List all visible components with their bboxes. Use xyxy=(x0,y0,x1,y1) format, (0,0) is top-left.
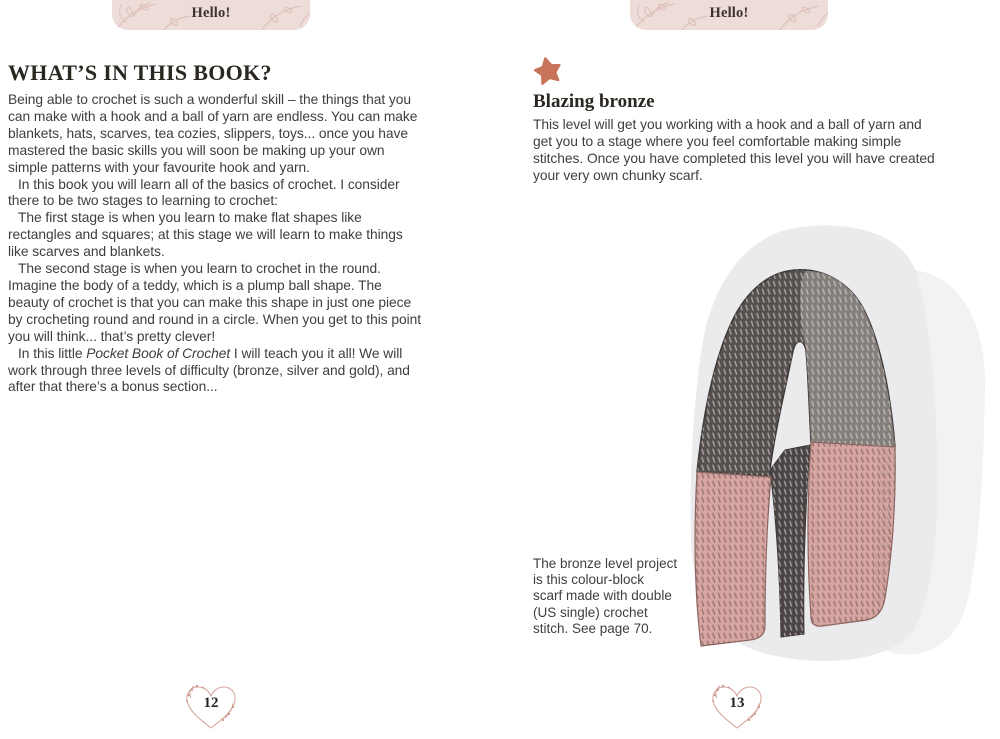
body-paragraph: In this book you will learn all of the basics of crochet. I consider there to be two stages to learning to crochet: xyxy=(8,176,400,209)
closing-paragraph xyxy=(8,346,424,397)
caption-line: (US single) crochet xyxy=(533,604,648,620)
page-number-label: 13 xyxy=(729,695,745,711)
caption-line: scarf made with double xyxy=(533,588,672,604)
right-page-text-column xyxy=(533,56,943,185)
page-number-right xyxy=(705,680,769,736)
tab-label: Hello! xyxy=(191,5,231,21)
page-title: WHAT’S IN THIS BOOK? xyxy=(8,60,272,85)
illustration-caption xyxy=(533,556,693,637)
scarf-illustration xyxy=(645,200,995,670)
bronze-star-icon xyxy=(533,56,943,88)
section-paragraph: This level will get you working with a hook and a ball of yarn and get you to a stage where you feel comfortable making simple stitches. Once you have completed this level you will have created your very own chunky scarf. xyxy=(533,117,935,183)
caption-line: The bronze level project xyxy=(533,556,678,571)
intro-paragraph: Being able to crochet is such a wonderful skill – the things that you can make with a hook and a ball of yarn are endless. You can make blankets, hats, scarves, tea cozies, slippers, toys... once you have mastered the basic skills you will soon be making up your own simple patterns with your favourite hook and yarn. xyxy=(8,92,418,175)
closing-text-after: I will teach you it all! We will work through three levels of difficulty (bronze, silver and gold), and after that there’s a bonus section... xyxy=(8,345,410,395)
caption-line: stitch. See page 70. xyxy=(533,620,653,636)
body-paragraph: The second stage is when you learn to crochet in the round. Imagine the body of a teddy, which is a plump ball shape. The beauty of crochet is that you can make this shape in just one piece by crocheting round and round in a circle. When you get to this point you will think... that’s pretty clever! xyxy=(8,261,422,344)
body-paragraph: The first stage is when you learn to make flat shapes like rectangles and squares; at this stage we will learn to make things like scarves and blankets. xyxy=(8,210,403,260)
book-title-italic: Pocket Book of Crochet xyxy=(86,345,231,361)
tab-label: Hello! xyxy=(709,5,749,21)
hello-tab-right xyxy=(630,0,828,30)
hello-tab-left xyxy=(112,0,310,30)
caption-line: is this colour-block xyxy=(533,572,645,588)
left-page-text-column xyxy=(8,60,424,396)
page-number-left xyxy=(179,680,243,736)
page-number-label: 12 xyxy=(203,695,219,711)
section-heading: Blazing bronze xyxy=(533,91,655,112)
closing-text-before: In this little xyxy=(18,345,87,361)
